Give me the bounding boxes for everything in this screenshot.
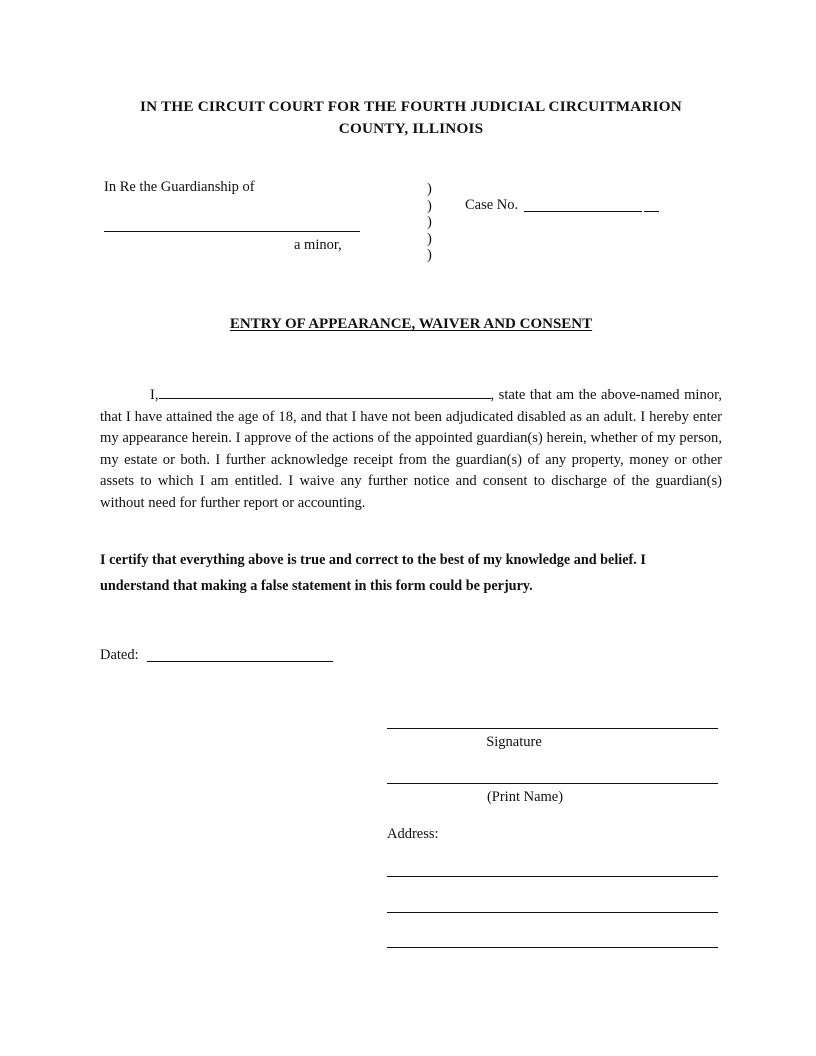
case-no-label: Case No. xyxy=(465,197,519,213)
minor-name-line[interactable] xyxy=(104,231,360,232)
paren: ) xyxy=(427,214,432,230)
declarant-name-line[interactable] xyxy=(159,384,491,399)
address-line-3[interactable] xyxy=(387,947,718,948)
in-re-label: In Re the Guardianship of xyxy=(104,179,255,195)
body-text: , state that am the above-named minor, that I have attained the age of 18, and that I have not been adjudicated disabled as an adult. I hereby enter my appearance herein. I approve of the actions of the appointed guardian(s) herein, whether of my person, my estate or both. I further acknowledge receipt from the guardian(s) of any property, money or other assets to which I am entitled. I waive any further notice and consent to discharge of the guardian(s) without need for further report or accounting. xyxy=(100,387,722,511)
paren: ) xyxy=(427,247,432,263)
body-paragraph xyxy=(100,384,722,515)
case-no-line-tail xyxy=(644,211,659,212)
print-name-line[interactable] xyxy=(387,783,718,784)
signature-label: Signature xyxy=(486,734,542,750)
certification-line2: understand that making a false statement in this form could be perjury. xyxy=(100,578,533,594)
address-line-1[interactable] xyxy=(387,876,718,877)
certification-line1: I certify that everything above is true and correct to the best of my knowledge and belief. I xyxy=(100,552,646,568)
print-name-label: (Print Name) xyxy=(486,789,564,805)
document-title: ENTRY OF APPEARANCE, WAIVER AND CONSENT xyxy=(229,316,593,332)
caption-parens xyxy=(427,181,432,264)
court-header xyxy=(100,96,722,140)
address-label: Address: xyxy=(387,826,439,842)
date-line[interactable] xyxy=(147,661,333,662)
paren: ) xyxy=(427,230,432,247)
signature-line[interactable] xyxy=(387,728,718,729)
case-no-line[interactable] xyxy=(524,211,642,212)
certification xyxy=(100,547,730,599)
paren: ) xyxy=(427,181,432,197)
a-minor-label: a minor, xyxy=(294,237,342,253)
body-prefix: I, xyxy=(150,387,159,403)
address-line-2[interactable] xyxy=(387,912,718,913)
court-header-line2: COUNTY, ILLINOIS xyxy=(338,120,484,137)
paren: ) xyxy=(427,197,432,214)
court-header-line1: IN THE CIRCUIT COURT FOR THE FOURTH JUDICIAL CIRCUITMARION xyxy=(140,98,682,115)
dated-label: Dated: xyxy=(100,647,139,663)
